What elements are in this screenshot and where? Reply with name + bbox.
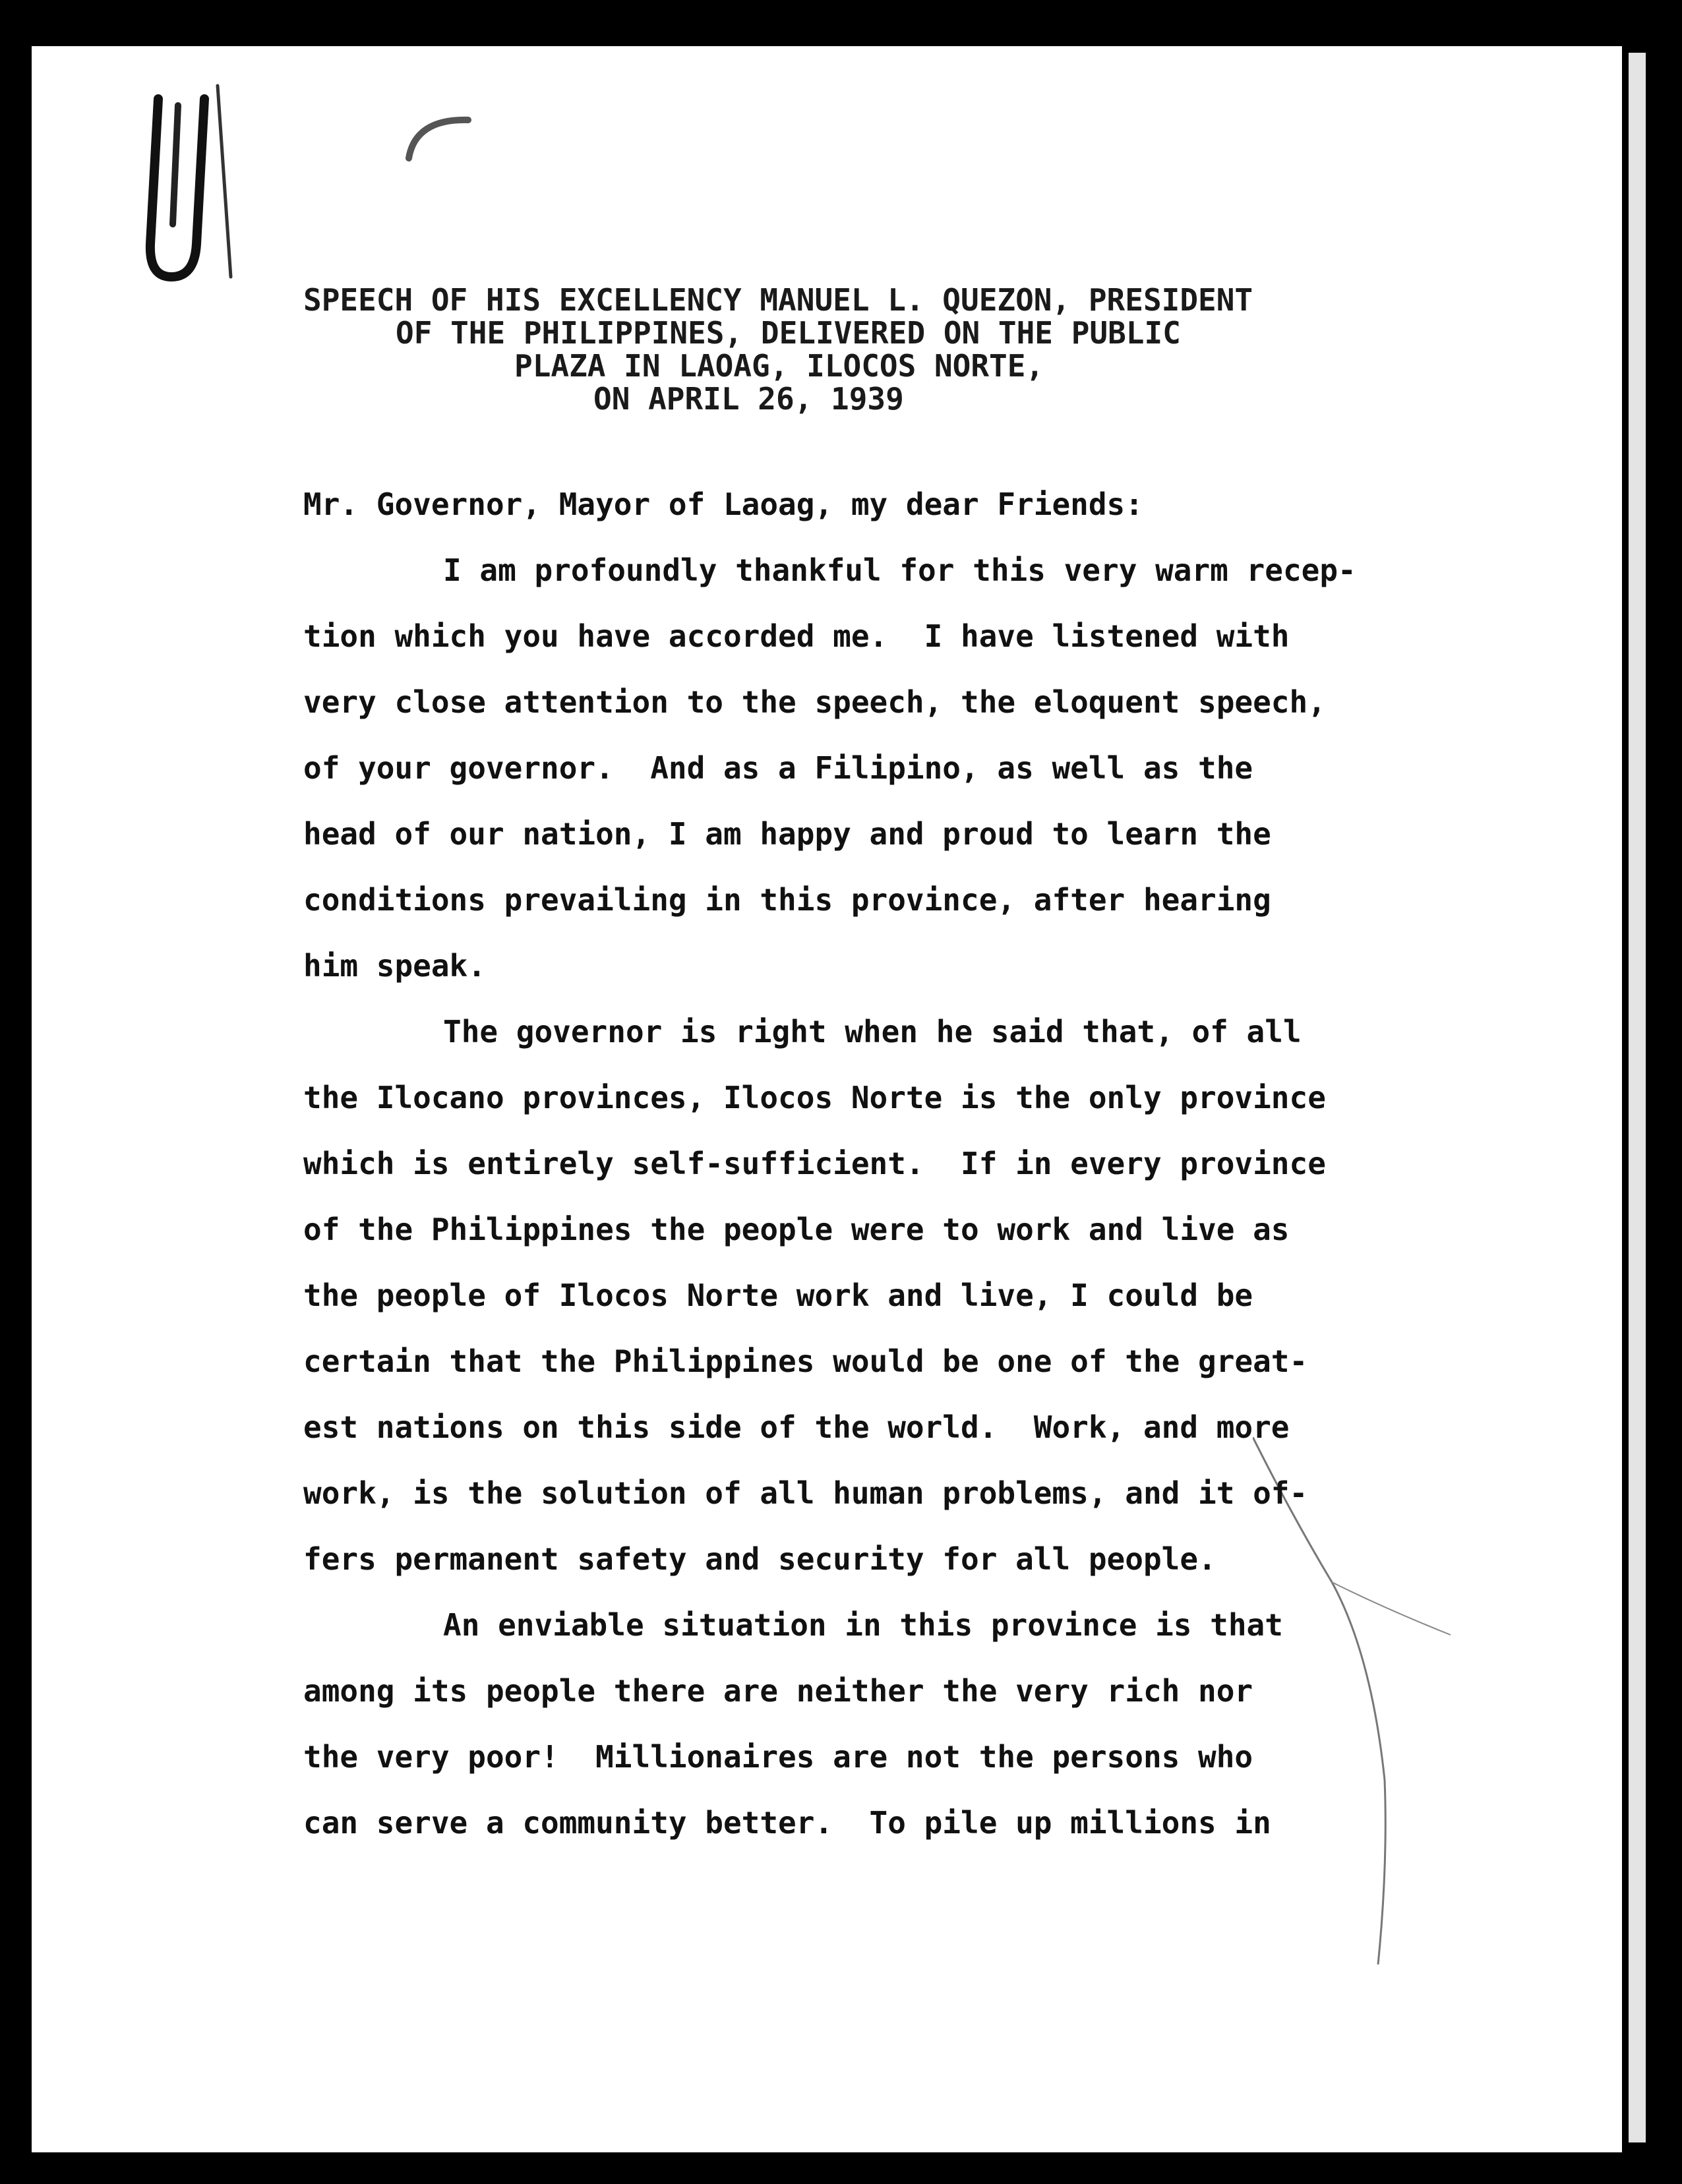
text-line: which is entirely self-sufficient. If in every province (303, 1146, 1326, 1181)
text-line: I am profoundly thankful for this very warm recep- (443, 552, 1356, 588)
paragraph (303, 1015, 1437, 1608)
text-line: conditions prevailing in this province, after hearing (303, 882, 1271, 918)
text-line: the Ilocano provinces, Ilocos Norte is the only province (303, 1080, 1326, 1115)
paragraph (303, 554, 1437, 1015)
text-line: among its people there are neither the very rich nor (303, 1673, 1253, 1709)
smudge-mark (402, 112, 475, 165)
paperclip-mark (132, 79, 244, 290)
text-line: head of our nation, I am happy and proud to learn the (303, 816, 1271, 852)
text-line: of your governor. And as a Filipino, as well as the (303, 750, 1253, 786)
text-line: fers permanent safety and security for all people. (303, 1541, 1216, 1577)
text-line: very close attention to the speech, the eloquent speech, (303, 684, 1326, 720)
text-line: work, is the solution of all human problems, and it of- (303, 1475, 1308, 1511)
text-line: est nations on this side of the world. Work, and more (303, 1409, 1290, 1445)
text-line: certain that the Philippines would be one of the great- (303, 1343, 1308, 1379)
heading-line: OF THE PHILIPPINES, DELIVERED ON THE PUBLIC (396, 315, 1181, 351)
text-line: the very poor! Millionaires are not the persons who (303, 1739, 1253, 1775)
text-line: him speak. (303, 948, 486, 984)
text-line: The governor is right when he said that, of all (443, 1014, 1302, 1049)
text-line: the people of Ilocos Norte work and live, I could be (303, 1278, 1253, 1313)
heading-line: PLAZA IN LAOAG, ILOCOS NORTE, (514, 348, 1044, 384)
speech-heading (0, 283, 1682, 415)
text-line: tion which you have accorded me. I have listened with (303, 618, 1290, 654)
paragraph (303, 1608, 1437, 1872)
heading-line: SPEECH OF HIS EXCELLENCY MANUEL L. QUEZON, PRESIDENT (303, 282, 1253, 318)
text-line: can serve a community better. To pile up millions in (303, 1805, 1271, 1841)
heading-line: ON APRIL 26, 1939 (593, 381, 904, 417)
text-line: An enviable situation in this province is that (443, 1607, 1283, 1643)
speech-body (303, 554, 1437, 1872)
text-line: of the Philippines the people were to work and live as (303, 1212, 1290, 1247)
salutation: Mr. Governor, Mayor of Laoag, my dear Friends: (303, 487, 1143, 522)
